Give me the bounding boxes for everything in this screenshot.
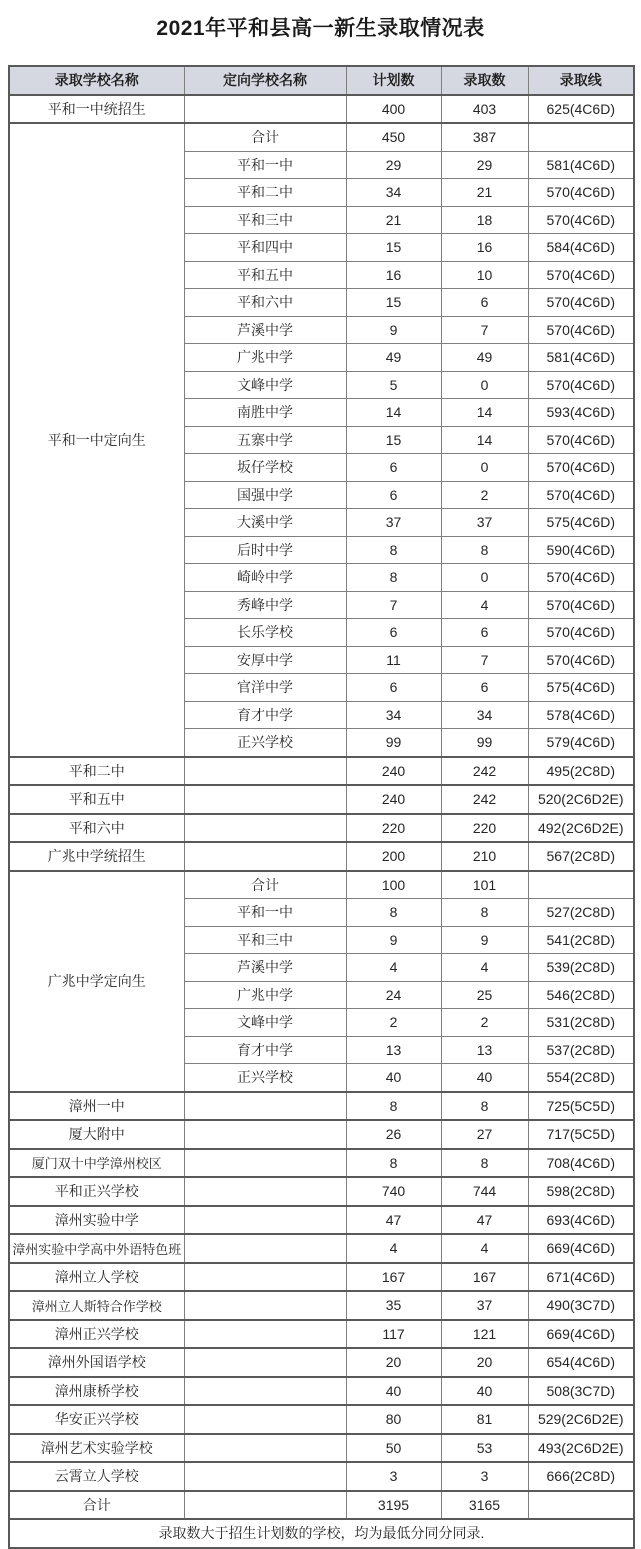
table-footer bbox=[9, 1519, 634, 1548]
directed-school-cell: 安厚中学 bbox=[184, 646, 346, 674]
plan-count-cell: 200 bbox=[346, 842, 441, 871]
admission-school-cell: 合计 bbox=[9, 1491, 184, 1520]
directed-school-cell: 平和六中 bbox=[184, 289, 346, 317]
plan-count-cell: 47 bbox=[346, 1206, 441, 1235]
directed-school-cell: 平和三中 bbox=[184, 926, 346, 954]
admission-line-cell bbox=[528, 1491, 634, 1520]
admission-line-cell: 570(4C6D) bbox=[528, 179, 634, 207]
plan-count-cell: 6 bbox=[346, 481, 441, 509]
plan-count-cell: 2 bbox=[346, 1009, 441, 1037]
directed-school-cell bbox=[184, 814, 346, 843]
admission-line-cell: 539(2C8D) bbox=[528, 954, 634, 982]
admitted-count-cell: 37 bbox=[441, 1291, 528, 1320]
plan-count-cell: 8 bbox=[346, 1092, 441, 1121]
plan-count-cell: 99 bbox=[346, 729, 441, 757]
directed-school-cell bbox=[184, 1263, 346, 1292]
admitted-count-cell: 167 bbox=[441, 1263, 528, 1292]
plan-count-cell: 220 bbox=[346, 814, 441, 843]
admission-school-cell: 漳州实验中学高中外语特色班 bbox=[9, 1234, 184, 1263]
admission-line-cell: 495(2C8D) bbox=[528, 757, 634, 786]
admission-school-cell: 漳州一中 bbox=[9, 1092, 184, 1121]
admitted-count-cell: 7 bbox=[441, 646, 528, 674]
admitted-count-cell: 20 bbox=[441, 1348, 528, 1377]
plan-count-cell: 35 bbox=[346, 1291, 441, 1320]
admission-school-cell: 漳州康桥学校 bbox=[9, 1377, 184, 1406]
admission-line-cell: 625(4C6D) bbox=[528, 95, 634, 124]
admission-line-cell: 529(2C6D2E) bbox=[528, 1405, 634, 1434]
admission-line-cell: 708(4C6D) bbox=[528, 1149, 634, 1178]
directed-school-cell: 大溪中学 bbox=[184, 509, 346, 537]
admitted-count-cell: 387 bbox=[441, 123, 528, 151]
plan-count-cell: 3195 bbox=[346, 1491, 441, 1520]
directed-school-cell: 芦溪中学 bbox=[184, 316, 346, 344]
admitted-count-cell: 8 bbox=[441, 1092, 528, 1121]
plan-count-cell: 14 bbox=[346, 399, 441, 427]
admission-line-cell: 669(4C6D) bbox=[528, 1234, 634, 1263]
admission-line-cell: 531(2C8D) bbox=[528, 1009, 634, 1037]
admission-line-cell: 717(5C5D) bbox=[528, 1120, 634, 1149]
admitted-count-cell: 47 bbox=[441, 1206, 528, 1235]
admitted-count-cell: 2 bbox=[441, 1009, 528, 1037]
plan-count-cell: 6 bbox=[346, 619, 441, 647]
admission-line-cell: 508(3C7D) bbox=[528, 1377, 634, 1406]
admitted-count-cell: 40 bbox=[441, 1377, 528, 1406]
admission-school-cell: 广兆中学定向生 bbox=[9, 871, 184, 1092]
directed-school-cell: 正兴学校 bbox=[184, 1064, 346, 1092]
admitted-count-cell: 8 bbox=[441, 899, 528, 927]
admission-line-cell: 598(2C8D) bbox=[528, 1177, 634, 1206]
admission-line-cell bbox=[528, 123, 634, 151]
admission-line-cell: 575(4C6D) bbox=[528, 674, 634, 702]
header-admitted-count: 录取数 bbox=[441, 66, 528, 95]
admission-school-cell: 平和六中 bbox=[9, 814, 184, 843]
admitted-count-cell: 21 bbox=[441, 179, 528, 207]
table-row bbox=[9, 1377, 634, 1406]
directed-school-cell: 后时中学 bbox=[184, 536, 346, 564]
table-row bbox=[9, 871, 634, 899]
directed-school-cell: 平和一中 bbox=[184, 151, 346, 179]
plan-count-cell: 20 bbox=[346, 1348, 441, 1377]
plan-count-cell: 4 bbox=[346, 1234, 441, 1263]
table-row bbox=[9, 1263, 634, 1292]
admission-line-cell: 570(4C6D) bbox=[528, 289, 634, 317]
admission-school-cell: 漳州实验中学 bbox=[9, 1206, 184, 1235]
admission-line-cell: 584(4C6D) bbox=[528, 234, 634, 262]
admitted-count-cell: 27 bbox=[441, 1120, 528, 1149]
directed-school-cell: 坂仔学校 bbox=[184, 454, 346, 482]
table-row bbox=[9, 1149, 634, 1178]
plan-count-cell: 26 bbox=[346, 1120, 441, 1149]
header-plan-count: 计划数 bbox=[346, 66, 441, 95]
admission-school-cell: 广兆中学统招生 bbox=[9, 842, 184, 871]
admission-school-cell: 华安正兴学校 bbox=[9, 1405, 184, 1434]
admission-line-cell: 570(4C6D) bbox=[528, 619, 634, 647]
directed-school-cell bbox=[184, 757, 346, 786]
admission-line-cell: 490(3C7D) bbox=[528, 1291, 634, 1320]
footnote: 录取数大于招生计划数的学校，均为最低分同分同录. bbox=[9, 1519, 634, 1548]
admission-school-cell: 平和五中 bbox=[9, 785, 184, 814]
admitted-count-cell: 3 bbox=[441, 1462, 528, 1491]
plan-count-cell: 11 bbox=[346, 646, 441, 674]
directed-school-cell bbox=[184, 1434, 346, 1463]
admission-line-cell: 492(2C6D2E) bbox=[528, 814, 634, 843]
table-row bbox=[9, 1405, 634, 1434]
plan-count-cell: 40 bbox=[346, 1064, 441, 1092]
admitted-count-cell: 8 bbox=[441, 536, 528, 564]
admission-school-cell: 漳州立人学校 bbox=[9, 1263, 184, 1292]
admission-line-cell: 570(4C6D) bbox=[528, 564, 634, 592]
directed-school-cell: 正兴学校 bbox=[184, 729, 346, 757]
plan-count-cell: 9 bbox=[346, 926, 441, 954]
admission-line-cell: 671(4C6D) bbox=[528, 1263, 634, 1292]
table-row bbox=[9, 785, 634, 814]
admitted-count-cell: 81 bbox=[441, 1405, 528, 1434]
admitted-count-cell: 4 bbox=[441, 954, 528, 982]
directed-school-cell: 国强中学 bbox=[184, 481, 346, 509]
plan-count-cell: 24 bbox=[346, 981, 441, 1009]
table-row bbox=[9, 814, 634, 843]
table-row bbox=[9, 1120, 634, 1149]
admission-line-cell: 567(2C8D) bbox=[528, 842, 634, 871]
plan-count-cell: 240 bbox=[346, 785, 441, 814]
directed-school-cell bbox=[184, 1320, 346, 1349]
admitted-count-cell: 210 bbox=[441, 842, 528, 871]
directed-school-cell bbox=[184, 1462, 346, 1491]
directed-school-cell: 合计 bbox=[184, 123, 346, 151]
directed-school-cell bbox=[184, 95, 346, 124]
admission-line-cell: 578(4C6D) bbox=[528, 701, 634, 729]
admitted-count-cell: 34 bbox=[441, 701, 528, 729]
table-row bbox=[9, 123, 634, 151]
directed-school-cell: 官洋中学 bbox=[184, 674, 346, 702]
admission-line-cell: 590(4C6D) bbox=[528, 536, 634, 564]
admitted-count-cell: 37 bbox=[441, 509, 528, 537]
plan-count-cell: 450 bbox=[346, 123, 441, 151]
admitted-count-cell: 121 bbox=[441, 1320, 528, 1349]
directed-school-cell bbox=[184, 842, 346, 871]
table-row bbox=[9, 95, 634, 124]
plan-count-cell: 9 bbox=[346, 316, 441, 344]
plan-count-cell: 8 bbox=[346, 899, 441, 927]
table-row bbox=[9, 1092, 634, 1121]
plan-count-cell: 167 bbox=[346, 1263, 441, 1292]
plan-count-cell: 740 bbox=[346, 1177, 441, 1206]
plan-count-cell: 15 bbox=[346, 289, 441, 317]
admission-line-cell: 575(4C6D) bbox=[528, 509, 634, 537]
header-directed-school: 定向学校名称 bbox=[184, 66, 346, 95]
admitted-count-cell: 10 bbox=[441, 261, 528, 289]
admitted-count-cell: 3165 bbox=[441, 1491, 528, 1520]
plan-count-cell: 37 bbox=[346, 509, 441, 537]
admitted-count-cell: 18 bbox=[441, 206, 528, 234]
admission-line-cell: 493(2C6D2E) bbox=[528, 1434, 634, 1463]
admission-line-cell: 554(2C8D) bbox=[528, 1064, 634, 1092]
admission-school-cell: 平和二中 bbox=[9, 757, 184, 786]
directed-school-cell: 文峰中学 bbox=[184, 1009, 346, 1037]
admission-school-cell: 漳州艺术实验学校 bbox=[9, 1434, 184, 1463]
plan-count-cell: 21 bbox=[346, 206, 441, 234]
directed-school-cell bbox=[184, 1120, 346, 1149]
admitted-count-cell: 242 bbox=[441, 785, 528, 814]
admission-line-cell: 654(4C6D) bbox=[528, 1348, 634, 1377]
directed-school-cell: 广兆中学 bbox=[184, 981, 346, 1009]
footnote-row bbox=[9, 1519, 634, 1548]
admission-school-cell: 漳州外国语学校 bbox=[9, 1348, 184, 1377]
admission-school-cell: 漳州正兴学校 bbox=[9, 1320, 184, 1349]
plan-count-cell: 80 bbox=[346, 1405, 441, 1434]
admission-line-cell: 570(4C6D) bbox=[528, 646, 634, 674]
plan-count-cell: 40 bbox=[346, 1377, 441, 1406]
admitted-count-cell: 53 bbox=[441, 1434, 528, 1463]
admitted-count-cell: 220 bbox=[441, 814, 528, 843]
directed-school-cell bbox=[184, 785, 346, 814]
plan-count-cell: 49 bbox=[346, 344, 441, 372]
admission-school-cell: 平和一中定向生 bbox=[9, 123, 184, 757]
table-row bbox=[9, 1206, 634, 1235]
admitted-count-cell: 7 bbox=[441, 316, 528, 344]
admission-line-cell: 570(4C6D) bbox=[528, 454, 634, 482]
admitted-count-cell: 14 bbox=[441, 426, 528, 454]
page-title: 2021年平和县高一新生录取情况表 bbox=[156, 17, 485, 40]
directed-school-cell bbox=[184, 1206, 346, 1235]
plan-count-cell: 34 bbox=[346, 701, 441, 729]
plan-count-cell: 240 bbox=[346, 757, 441, 786]
table-row bbox=[9, 1234, 634, 1263]
directed-school-cell bbox=[184, 1177, 346, 1206]
plan-count-cell: 29 bbox=[346, 151, 441, 179]
plan-count-cell: 7 bbox=[346, 591, 441, 619]
admitted-count-cell: 0 bbox=[441, 371, 528, 399]
admitted-count-cell: 40 bbox=[441, 1064, 528, 1092]
admission-school-cell: 平和正兴学校 bbox=[9, 1177, 184, 1206]
admitted-count-cell: 0 bbox=[441, 564, 528, 592]
table-row bbox=[9, 1177, 634, 1206]
header-row bbox=[9, 66, 634, 95]
plan-count-cell: 8 bbox=[346, 564, 441, 592]
admission-line-cell: 581(4C6D) bbox=[528, 344, 634, 372]
admission-line-cell: 570(4C6D) bbox=[528, 371, 634, 399]
directed-school-cell: 文峰中学 bbox=[184, 371, 346, 399]
admitted-count-cell: 101 bbox=[441, 871, 528, 899]
table-row bbox=[9, 1320, 634, 1349]
directed-school-cell: 芦溪中学 bbox=[184, 954, 346, 982]
admitted-count-cell: 6 bbox=[441, 289, 528, 317]
admission-line-cell: 570(4C6D) bbox=[528, 426, 634, 454]
directed-school-cell: 南胜中学 bbox=[184, 399, 346, 427]
plan-count-cell: 15 bbox=[346, 426, 441, 454]
admission-line-cell: 669(4C6D) bbox=[528, 1320, 634, 1349]
directed-school-cell: 平和三中 bbox=[184, 206, 346, 234]
admitted-count-cell: 8 bbox=[441, 1149, 528, 1178]
admission-school-cell: 厦门双十中学漳州校区 bbox=[9, 1149, 184, 1178]
plan-count-cell: 6 bbox=[346, 674, 441, 702]
directed-school-cell: 平和二中 bbox=[184, 179, 346, 207]
admission-line-cell: 666(2C8D) bbox=[528, 1462, 634, 1491]
header-admission-line: 录取线 bbox=[528, 66, 634, 95]
header-admission-school: 录取学校名称 bbox=[9, 66, 184, 95]
admission-line-cell bbox=[528, 871, 634, 899]
admitted-count-cell: 2 bbox=[441, 481, 528, 509]
admitted-count-cell: 14 bbox=[441, 399, 528, 427]
plan-count-cell: 13 bbox=[346, 1036, 441, 1064]
admission-line-cell: 581(4C6D) bbox=[528, 151, 634, 179]
directed-school-cell: 崎岭中学 bbox=[184, 564, 346, 592]
admission-line-cell: 570(4C6D) bbox=[528, 591, 634, 619]
admission-school-cell: 厦大附中 bbox=[9, 1120, 184, 1149]
directed-school-cell: 长乐学校 bbox=[184, 619, 346, 647]
admitted-count-cell: 4 bbox=[441, 1234, 528, 1263]
admitted-count-cell: 99 bbox=[441, 729, 528, 757]
plan-count-cell: 6 bbox=[346, 454, 441, 482]
admission-line-cell: 541(2C8D) bbox=[528, 926, 634, 954]
directed-school-cell bbox=[184, 1348, 346, 1377]
directed-school-cell: 平和五中 bbox=[184, 261, 346, 289]
plan-count-cell: 34 bbox=[346, 179, 441, 207]
admitted-count-cell: 6 bbox=[441, 619, 528, 647]
table-row bbox=[9, 1491, 634, 1520]
plan-count-cell: 117 bbox=[346, 1320, 441, 1349]
admission-line-cell: 593(4C6D) bbox=[528, 399, 634, 427]
admitted-count-cell: 9 bbox=[441, 926, 528, 954]
admitted-count-cell: 29 bbox=[441, 151, 528, 179]
admitted-count-cell: 4 bbox=[441, 591, 528, 619]
directed-school-cell bbox=[184, 1149, 346, 1178]
directed-school-cell bbox=[184, 1092, 346, 1121]
directed-school-cell bbox=[184, 1234, 346, 1263]
directed-school-cell: 育才中学 bbox=[184, 1036, 346, 1064]
admitted-count-cell: 13 bbox=[441, 1036, 528, 1064]
plan-count-cell: 15 bbox=[346, 234, 441, 262]
admission-line-cell: 570(4C6D) bbox=[528, 316, 634, 344]
admitted-count-cell: 49 bbox=[441, 344, 528, 372]
admitted-count-cell: 16 bbox=[441, 234, 528, 262]
directed-school-cell: 平和四中 bbox=[184, 234, 346, 262]
admission-table bbox=[8, 65, 635, 1549]
admission-line-cell: 527(2C8D) bbox=[528, 899, 634, 927]
admission-line-cell: 693(4C6D) bbox=[528, 1206, 634, 1235]
directed-school-cell bbox=[184, 1491, 346, 1520]
admission-school-cell: 平和一中统招生 bbox=[9, 95, 184, 124]
table-row bbox=[9, 1348, 634, 1377]
admission-school-cell: 漳州立人斯特合作学校 bbox=[9, 1291, 184, 1320]
plan-count-cell: 5 bbox=[346, 371, 441, 399]
table-body bbox=[9, 95, 634, 1520]
table-row bbox=[9, 1462, 634, 1491]
plan-count-cell: 4 bbox=[346, 954, 441, 982]
admitted-count-cell: 25 bbox=[441, 981, 528, 1009]
admission-line-cell: 537(2C8D) bbox=[528, 1036, 634, 1064]
directed-school-cell: 合计 bbox=[184, 871, 346, 899]
directed-school-cell bbox=[184, 1405, 346, 1434]
directed-school-cell bbox=[184, 1291, 346, 1320]
admitted-count-cell: 403 bbox=[441, 95, 528, 124]
admission-line-cell: 570(4C6D) bbox=[528, 206, 634, 234]
plan-count-cell: 8 bbox=[346, 536, 441, 564]
admission-line-cell: 570(4C6D) bbox=[528, 261, 634, 289]
admitted-count-cell: 242 bbox=[441, 757, 528, 786]
directed-school-cell: 五寨中学 bbox=[184, 426, 346, 454]
plan-count-cell: 100 bbox=[346, 871, 441, 899]
plan-count-cell: 3 bbox=[346, 1462, 441, 1491]
plan-count-cell: 16 bbox=[346, 261, 441, 289]
plan-count-cell: 50 bbox=[346, 1434, 441, 1463]
admission-line-cell: 546(2C8D) bbox=[528, 981, 634, 1009]
admission-school-cell: 云霄立人学校 bbox=[9, 1462, 184, 1491]
directed-school-cell: 平和一中 bbox=[184, 899, 346, 927]
directed-school-cell bbox=[184, 1377, 346, 1406]
table-header bbox=[9, 66, 634, 95]
admission-line-cell: 570(4C6D) bbox=[528, 481, 634, 509]
table-row bbox=[9, 1434, 634, 1463]
plan-count-cell: 8 bbox=[346, 1149, 441, 1178]
directed-school-cell: 育才中学 bbox=[184, 701, 346, 729]
table-row bbox=[9, 757, 634, 786]
admitted-count-cell: 6 bbox=[441, 674, 528, 702]
table-row bbox=[9, 842, 634, 871]
directed-school-cell: 广兆中学 bbox=[184, 344, 346, 372]
admission-line-cell: 520(2C6D2E) bbox=[528, 785, 634, 814]
plan-count-cell: 400 bbox=[346, 95, 441, 124]
admitted-count-cell: 744 bbox=[441, 1177, 528, 1206]
admitted-count-cell: 0 bbox=[441, 454, 528, 482]
admission-line-cell: 725(5C5D) bbox=[528, 1092, 634, 1121]
directed-school-cell: 秀峰中学 bbox=[184, 591, 346, 619]
admission-line-cell: 579(4C6D) bbox=[528, 729, 634, 757]
table-row bbox=[9, 1291, 634, 1320]
